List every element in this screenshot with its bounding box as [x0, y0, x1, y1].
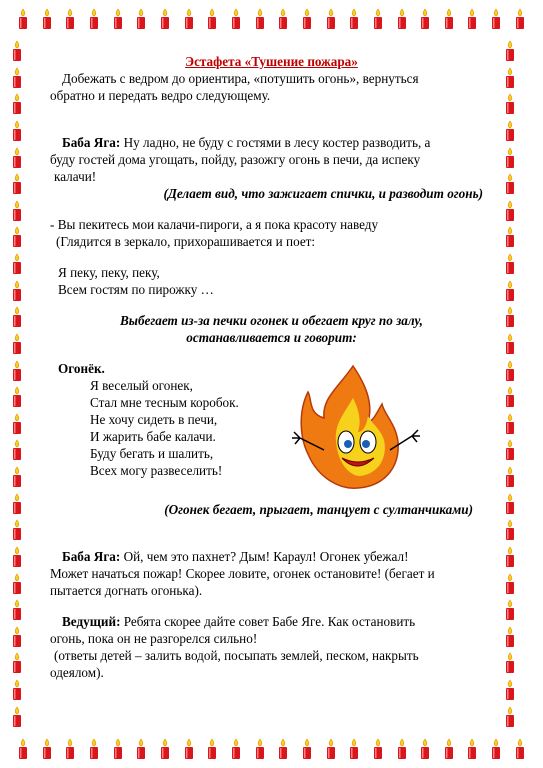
candle-icon	[10, 519, 24, 541]
poem-line: Я веселый огонек,	[90, 378, 193, 393]
candle-icon	[182, 8, 196, 30]
candle-icon	[10, 306, 24, 328]
candle-icon	[503, 40, 517, 62]
candle-icon	[442, 738, 456, 760]
candle-icon	[229, 8, 243, 30]
candle-icon	[324, 8, 338, 30]
candle-icon	[10, 67, 24, 89]
candle-icon	[10, 333, 24, 355]
candle-icon	[503, 333, 517, 355]
candle-icon	[418, 738, 432, 760]
candle-icon	[134, 738, 148, 760]
poem-line: Буду бегать и шалить,	[90, 446, 214, 461]
candle-icon	[300, 8, 314, 30]
candle-icon	[503, 519, 517, 541]
candle-icon	[111, 738, 125, 760]
candle-icon	[10, 386, 24, 408]
candle-icon	[10, 652, 24, 674]
candle-icon	[158, 738, 172, 760]
candle-icon	[503, 226, 517, 248]
poem-line: Стал мне тесным коробок.	[90, 395, 239, 410]
candle-icon	[276, 8, 290, 30]
candle-icon	[371, 8, 385, 30]
candle-icon	[10, 120, 24, 142]
candle-icon	[418, 8, 432, 30]
speaker-name: Огонёк.	[58, 361, 105, 376]
candle-icon	[503, 546, 517, 568]
candle-icon	[182, 738, 196, 760]
page-title: Эстафета «Тушение пожара»	[185, 54, 358, 69]
song-lines: Я пеку, пеку, пеку, Всем гостям по пирожку …	[58, 265, 214, 297]
border-top	[0, 8, 543, 38]
candle-icon	[10, 200, 24, 222]
poem-line: Не хочу сидеть в печи,	[90, 412, 218, 427]
candle-icon	[10, 253, 24, 275]
candle-icon	[503, 253, 517, 275]
candle-icon	[347, 738, 361, 760]
candle-icon	[503, 120, 517, 142]
candle-icon	[324, 738, 338, 760]
candle-icon	[503, 200, 517, 222]
candle-icon	[503, 413, 517, 435]
candle-icon	[229, 738, 243, 760]
candle-icon	[347, 8, 361, 30]
flame-character-icon	[278, 358, 428, 498]
candle-icon	[503, 679, 517, 701]
candle-icon	[503, 466, 517, 488]
candle-icon	[465, 738, 479, 760]
stage-direction: (Делает вид, что зажигает спички, и разводит огонь)	[163, 186, 483, 201]
host-line: Ведущий: Ребята скорее дайте совет Бабе Яге. Как остановить огонь, пока он не разгорелся сильно! (ответы детей – залить водой, посыпать землей, песком, накрыть одеялом).	[50, 614, 419, 680]
candle-icon	[87, 738, 101, 760]
candle-icon	[10, 147, 24, 169]
candle-icon	[503, 173, 517, 195]
candle-icon	[503, 439, 517, 461]
dialogue-line: - Вы пекитесь мои калачи-пироги, а я пока красоту наведу (Глядится в зеркало, прихорашивается и поет:	[50, 217, 379, 249]
border-bottom	[0, 738, 543, 768]
candle-icon	[10, 493, 24, 515]
candle-icon	[442, 8, 456, 30]
candle-icon	[395, 738, 409, 760]
candle-icon	[87, 8, 101, 30]
baba-yaga-line-2: Баба Яга: Ой, чем это пахнет? Дым! Караул! Огонек убежал! Может начаться пожар! Скорее ловите, огонек остановите! (бегает и пытается догнать огонька).	[50, 549, 435, 598]
candle-icon	[503, 386, 517, 408]
speaker-name: Баба Яга:	[62, 135, 121, 150]
speaker-name: Баба Яга:	[62, 549, 121, 564]
candle-icon	[10, 413, 24, 435]
candle-icon	[503, 67, 517, 89]
candle-icon	[276, 738, 290, 760]
candle-icon	[10, 280, 24, 302]
candle-icon	[10, 173, 24, 195]
candle-icon	[503, 306, 517, 328]
candle-icon	[465, 8, 479, 30]
poem-line: Всех могу развеселить!	[90, 463, 223, 478]
candle-icon	[503, 493, 517, 515]
candle-icon	[253, 738, 267, 760]
stage-direction: Выбегает из-за печки огонек и обегает круг по залу, останавливается и говорит:	[120, 313, 423, 345]
candle-icon	[503, 626, 517, 648]
candle-icon	[111, 8, 125, 30]
border-right	[503, 0, 533, 768]
candle-icon	[205, 738, 219, 760]
candle-icon	[40, 738, 54, 760]
border-left	[10, 0, 40, 768]
stage-direction: (Огонек бегает, прыгает, танцует с султанчиками)	[164, 502, 473, 517]
candle-icon	[503, 360, 517, 382]
candle-icon	[503, 599, 517, 621]
candle-icon	[503, 147, 517, 169]
candle-icon	[503, 652, 517, 674]
candle-icon	[10, 599, 24, 621]
candle-icon	[10, 439, 24, 461]
candle-icon	[10, 40, 24, 62]
candle-icon	[205, 8, 219, 30]
candle-icon	[158, 8, 172, 30]
candle-icon	[63, 8, 77, 30]
candle-icon	[63, 738, 77, 760]
candle-icon	[10, 226, 24, 248]
candle-icon	[371, 738, 385, 760]
poem-line: И жарить бабе калачи.	[90, 429, 216, 444]
candle-icon	[395, 8, 409, 30]
candle-icon	[134, 8, 148, 30]
candle-icon	[503, 280, 517, 302]
candle-icon	[253, 8, 267, 30]
candle-icon	[10, 626, 24, 648]
candle-icon	[10, 93, 24, 115]
candle-icon	[10, 679, 24, 701]
candle-icon	[10, 706, 24, 728]
candle-icon	[489, 8, 503, 30]
candle-icon	[300, 738, 314, 760]
candle-icon	[40, 8, 54, 30]
candle-icon	[489, 738, 503, 760]
candle-icon	[503, 93, 517, 115]
candle-icon	[10, 466, 24, 488]
candle-icon	[10, 360, 24, 382]
speaker-name: Ведущий:	[62, 614, 121, 629]
baba-yaga-line-1: Баба Яга: Ну ладно, не буду с гостями в лесу костер разводить, а буду гостей дома угощать, пойду, разожгу огонь в печи, да испеку калачи!	[50, 135, 431, 184]
candle-icon	[10, 573, 24, 595]
candle-icon	[503, 706, 517, 728]
candle-icon	[503, 573, 517, 595]
candle-icon	[10, 546, 24, 568]
relay-text: Добежать с ведром до ориентира, «потушить огонь», вернуться обратно и передать ведро следующему.	[50, 71, 419, 103]
